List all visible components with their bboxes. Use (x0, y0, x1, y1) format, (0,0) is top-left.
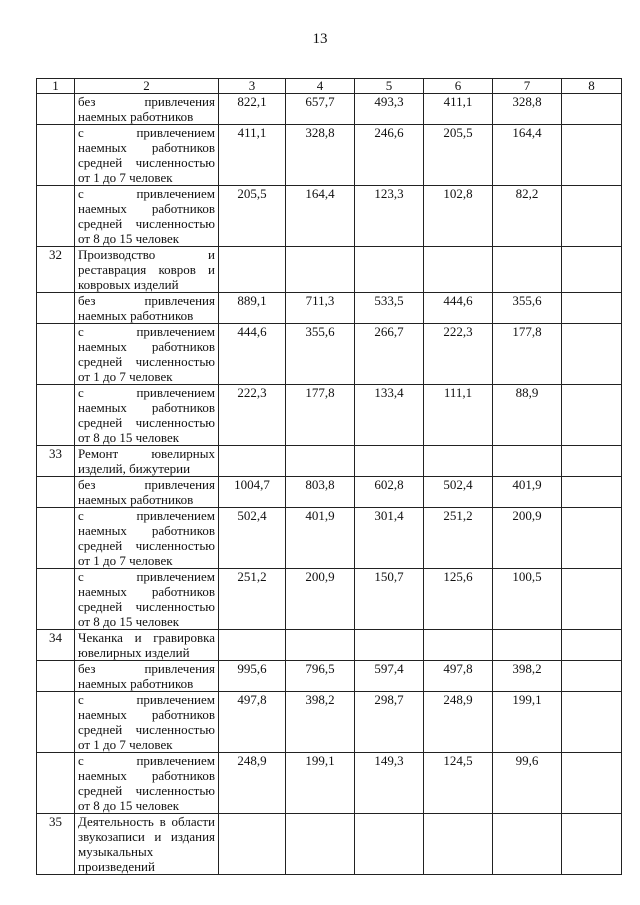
description-line: от 1 до 7 человек (78, 737, 173, 752)
value-cell-col-6: 102,8 (424, 186, 493, 247)
row-number (37, 324, 75, 385)
value-cell-col-3: 444,6 (219, 324, 286, 385)
description-line: средней численностью (78, 538, 215, 553)
table-row (37, 385, 622, 446)
value-cell-col-7 (493, 247, 562, 293)
value-cell-col-6 (424, 814, 493, 875)
description-line: наемных работников (78, 707, 215, 722)
row-number (37, 477, 75, 508)
description-line: с привлечением (78, 324, 215, 339)
description-line: ковровых изделий (78, 277, 179, 292)
row-number (37, 569, 75, 630)
value-cell-col-8 (562, 630, 622, 661)
value-cell-col-7 (493, 814, 562, 875)
description-line: наемных работников (78, 140, 215, 155)
value-cell-col-4: 328,8 (286, 125, 355, 186)
description-line: средней численностью (78, 216, 215, 231)
row-number: 33 (37, 446, 75, 477)
row-number: 32 (37, 247, 75, 293)
value-cell-col-7: 177,8 (493, 324, 562, 385)
value-cell-col-5 (355, 814, 424, 875)
table-row (37, 125, 622, 186)
row-number (37, 385, 75, 446)
description-line: с привлечением (78, 186, 215, 201)
value-cell-col-6: 111,1 (424, 385, 493, 446)
description-line: без привлечения (78, 293, 215, 308)
header-cell: 6 (424, 79, 493, 94)
value-cell-col-4: 177,8 (286, 385, 355, 446)
page-number: 13 (312, 31, 328, 47)
header-row (37, 79, 622, 94)
value-cell-col-8 (562, 125, 622, 186)
table-row (37, 569, 622, 630)
value-cell-col-8 (562, 508, 622, 569)
value-cell-col-6 (424, 630, 493, 661)
value-cell-col-8 (562, 477, 622, 508)
description-line: с привлечением (78, 692, 215, 707)
value-cell-col-3: 995,6 (219, 661, 286, 692)
description-line: наемных работников (78, 492, 194, 507)
row-description (75, 692, 219, 753)
header-cell: 2 (75, 79, 219, 94)
value-cell-col-3: 248,9 (219, 753, 286, 814)
header-cell: 1 (37, 79, 75, 94)
row-number (37, 94, 75, 125)
description-line: наемных работников (78, 308, 194, 323)
description-line: без привлечения (78, 661, 215, 676)
row-description (75, 661, 219, 692)
value-cell-col-5 (355, 630, 424, 661)
description-line: от 8 до 15 человек (78, 798, 180, 813)
row-description (75, 186, 219, 247)
row-number (37, 293, 75, 324)
header-cell: 3 (219, 79, 286, 94)
description-line: наемных работников (78, 339, 215, 354)
value-cell-col-7: 401,9 (493, 477, 562, 508)
value-cell-col-3 (219, 446, 286, 477)
value-cell-col-6: 444,6 (424, 293, 493, 324)
value-cell-col-6: 497,8 (424, 661, 493, 692)
description-line: от 1 до 7 человек (78, 369, 173, 384)
value-cell-col-3 (219, 630, 286, 661)
table-row (37, 186, 622, 247)
row-description (75, 293, 219, 324)
description-line: от 8 до 15 человек (78, 430, 180, 445)
value-cell-col-6: 248,9 (424, 692, 493, 753)
value-cell-col-4 (286, 446, 355, 477)
value-cell-col-7 (493, 630, 562, 661)
description-line: Деятельность в области (78, 814, 215, 829)
row-description (75, 630, 219, 661)
value-cell-col-3: 889,1 (219, 293, 286, 324)
value-cell-col-5: 602,8 (355, 477, 424, 508)
value-cell-col-5: 246,6 (355, 125, 424, 186)
value-cell-col-4: 796,5 (286, 661, 355, 692)
table-row (37, 630, 622, 661)
value-cell-col-4: 355,6 (286, 324, 355, 385)
row-description (75, 508, 219, 569)
description-line: наемных работников (78, 584, 215, 599)
table-body (37, 79, 622, 875)
value-cell-col-4: 401,9 (286, 508, 355, 569)
value-cell-col-3 (219, 814, 286, 875)
row-description (75, 446, 219, 477)
value-cell-col-5: 493,3 (355, 94, 424, 125)
value-cell-col-7: 164,4 (493, 125, 562, 186)
row-number: 35 (37, 814, 75, 875)
value-cell-col-3: 411,1 (219, 125, 286, 186)
table-row (37, 692, 622, 753)
value-cell-col-4: 398,2 (286, 692, 355, 753)
value-cell-col-6: 205,5 (424, 125, 493, 186)
value-cell-col-5: 266,7 (355, 324, 424, 385)
description-line: ювелирных изделий (78, 645, 190, 660)
table-row (37, 508, 622, 569)
value-cell-col-3: 822,1 (219, 94, 286, 125)
description-line: от 1 до 7 человек (78, 553, 173, 568)
value-cell-col-7: 355,6 (493, 293, 562, 324)
row-description (75, 753, 219, 814)
row-description (75, 385, 219, 446)
table-row (37, 814, 622, 875)
value-cell-col-7: 88,9 (493, 385, 562, 446)
value-cell-col-4: 164,4 (286, 186, 355, 247)
description-line: Производство и (78, 247, 215, 262)
description-line: средней численностью (78, 415, 215, 430)
value-cell-col-8 (562, 324, 622, 385)
value-cell-col-4: 711,3 (286, 293, 355, 324)
value-cell-col-3: 222,3 (219, 385, 286, 446)
row-description (75, 814, 219, 875)
row-description (75, 94, 219, 125)
row-number: 34 (37, 630, 75, 661)
table-row (37, 661, 622, 692)
value-cell-col-7: 200,9 (493, 508, 562, 569)
description-line: наемных работников (78, 109, 194, 124)
description-line: произведений (78, 859, 155, 874)
value-cell-col-8 (562, 446, 622, 477)
header-cell: 7 (493, 79, 562, 94)
row-description (75, 247, 219, 293)
row-description (75, 324, 219, 385)
table-row (37, 247, 622, 293)
value-cell-col-3: 497,8 (219, 692, 286, 753)
description-line: средней численностью (78, 599, 215, 614)
table-row (37, 446, 622, 477)
description-line: с привлечением (78, 753, 215, 768)
value-cell-col-8 (562, 661, 622, 692)
tariff-table (36, 78, 622, 875)
value-cell-col-5 (355, 446, 424, 477)
description-line: Ремонт ювелирных (78, 446, 215, 461)
description-line: средней численностью (78, 722, 215, 737)
value-cell-col-4 (286, 630, 355, 661)
value-cell-col-5: 597,4 (355, 661, 424, 692)
value-cell-col-7: 328,8 (493, 94, 562, 125)
description-line: с привлечением (78, 569, 215, 584)
value-cell-col-6: 222,3 (424, 324, 493, 385)
value-cell-col-7 (493, 446, 562, 477)
value-cell-col-8 (562, 186, 622, 247)
value-cell-col-6: 251,2 (424, 508, 493, 569)
value-cell-col-3 (219, 247, 286, 293)
table-row (37, 477, 622, 508)
description-line: звукозаписи и издания (78, 829, 215, 844)
value-cell-col-6: 411,1 (424, 94, 493, 125)
header-cell: 8 (562, 79, 622, 94)
value-cell-col-7: 199,1 (493, 692, 562, 753)
value-cell-col-7: 82,2 (493, 186, 562, 247)
description-line: от 8 до 15 человек (78, 231, 180, 246)
value-cell-col-5: 301,4 (355, 508, 424, 569)
value-cell-col-8 (562, 247, 622, 293)
value-cell-col-4: 200,9 (286, 569, 355, 630)
description-line: средней численностью (78, 155, 215, 170)
row-number (37, 186, 75, 247)
value-cell-col-6 (424, 247, 493, 293)
value-cell-col-8 (562, 692, 622, 753)
value-cell-col-8 (562, 385, 622, 446)
value-cell-col-7: 100,5 (493, 569, 562, 630)
value-cell-col-5: 533,5 (355, 293, 424, 324)
value-cell-col-4: 803,8 (286, 477, 355, 508)
value-cell-col-3: 1004,7 (219, 477, 286, 508)
value-cell-col-8 (562, 753, 622, 814)
description-line: с привлечением (78, 385, 215, 400)
description-line: наемных работников (78, 201, 215, 216)
description-line: наемных работников (78, 676, 194, 691)
row-number (37, 125, 75, 186)
description-line: наемных работников (78, 523, 215, 538)
description-line: без привлечения (78, 477, 215, 492)
description-line: от 1 до 7 человек (78, 170, 173, 185)
row-number (37, 508, 75, 569)
value-cell-col-5 (355, 247, 424, 293)
row-description (75, 125, 219, 186)
description-line: средней численностью (78, 354, 215, 369)
row-number (37, 661, 75, 692)
value-cell-col-6: 502,4 (424, 477, 493, 508)
value-cell-col-3: 502,4 (219, 508, 286, 569)
description-line: реставрация ковров и (78, 262, 215, 277)
value-cell-col-3: 205,5 (219, 186, 286, 247)
header-cell: 4 (286, 79, 355, 94)
table-row (37, 753, 622, 814)
description-line: музыкальных (78, 844, 154, 859)
table-row (37, 94, 622, 125)
value-cell-col-4: 657,7 (286, 94, 355, 125)
value-cell-col-7: 398,2 (493, 661, 562, 692)
description-line: наемных работников (78, 768, 215, 783)
value-cell-col-6: 125,6 (424, 569, 493, 630)
description-line: от 8 до 15 человек (78, 614, 180, 629)
description-line: Чеканка и гравировка (78, 630, 215, 645)
description-line: наемных работников (78, 400, 215, 415)
value-cell-col-7: 99,6 (493, 753, 562, 814)
value-cell-col-4 (286, 247, 355, 293)
description-line: с привлечением (78, 125, 215, 140)
row-number (37, 692, 75, 753)
value-cell-col-8 (562, 293, 622, 324)
value-cell-col-5: 149,3 (355, 753, 424, 814)
value-cell-col-6: 124,5 (424, 753, 493, 814)
row-description (75, 569, 219, 630)
value-cell-col-4: 199,1 (286, 753, 355, 814)
value-cell-col-4 (286, 814, 355, 875)
description-line: с привлечением (78, 508, 215, 523)
description-line: средней численностью (78, 783, 215, 798)
value-cell-col-5: 123,3 (355, 186, 424, 247)
row-number (37, 753, 75, 814)
value-cell-col-8 (562, 569, 622, 630)
value-cell-col-5: 150,7 (355, 569, 424, 630)
value-cell-col-6 (424, 446, 493, 477)
table-row (37, 324, 622, 385)
value-cell-col-5: 298,7 (355, 692, 424, 753)
description-line: без привлечения (78, 94, 215, 109)
description-line: изделий, бижутерии (78, 461, 191, 476)
header-cell: 5 (355, 79, 424, 94)
value-cell-col-8 (562, 814, 622, 875)
row-description (75, 477, 219, 508)
value-cell-col-3: 251,2 (219, 569, 286, 630)
value-cell-col-5: 133,4 (355, 385, 424, 446)
table-row (37, 293, 622, 324)
value-cell-col-8 (562, 94, 622, 125)
